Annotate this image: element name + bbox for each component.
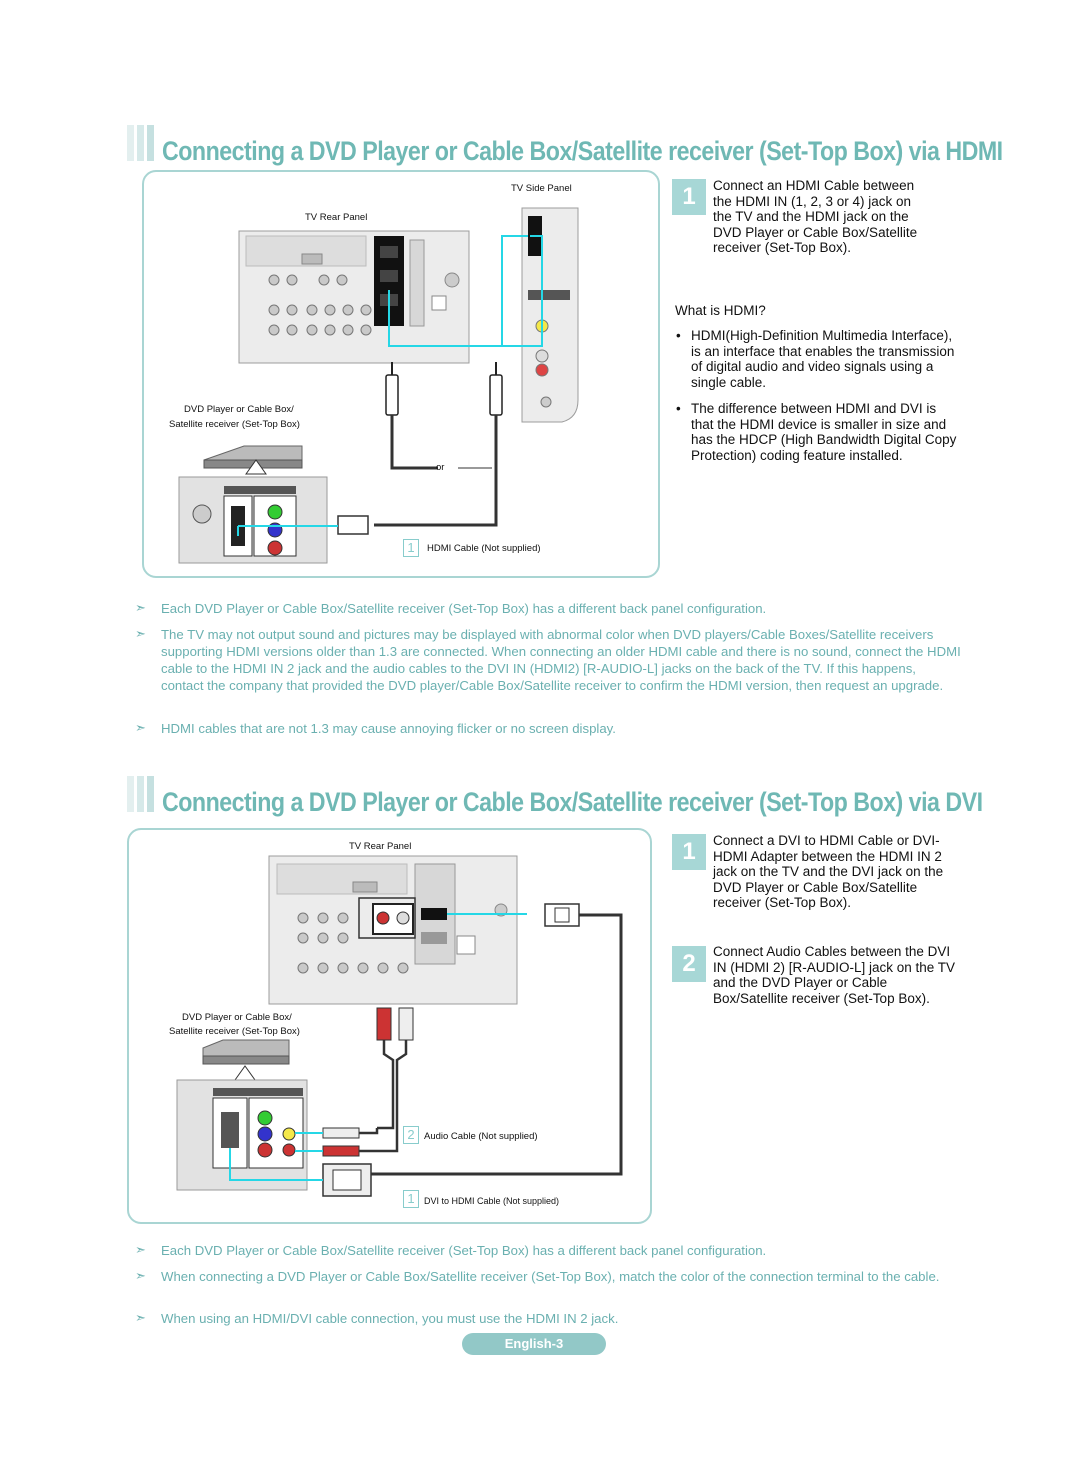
note-arrow-icon: ➣ [135, 600, 146, 615]
bullet-marker: • [676, 401, 681, 416]
title-decoration-bar [147, 125, 154, 161]
step-number: 2 [672, 946, 706, 982]
section-title-dvi: Connecting a DVD Player or Cable Box/Satellite receiver (Set-Top Box) via DVI [162, 787, 983, 817]
note-text: When connecting a DVD Player or Cable Box/Satellite receiver (Set-Top Box), match the color of the connection terminal to the cable. [161, 1269, 940, 1284]
note-arrow-icon: ➣ [135, 1268, 146, 1283]
tv-side-panel-label: TV Side Panel [511, 183, 572, 194]
page-number-badge: English-3 [462, 1333, 606, 1355]
title-decoration-bar [127, 125, 134, 161]
step-instruction: Connect an HDMI Cable between the HDMI IN (1, 2, 3 or 4) jack on the TV and the HDMI jack on the DVD Player or Cable Box/Satellite receiver (Set-Top Box). [713, 178, 918, 256]
step-number: 1 [672, 834, 706, 870]
hdmi-plug-icon [545, 904, 579, 926]
title-decoration-bar [137, 125, 144, 161]
hdmi-connection-diagram [142, 170, 658, 576]
dvi-plug-icon [323, 1164, 371, 1196]
note-arrow-icon: ➣ [135, 1242, 146, 1257]
step-instruction: Connect a DVI to HDMI Cable or DVI-HDMI Adapter between the HDMI IN 2 jack on the TV and the DVI jack on the DVD Player or Cable Box/Satellite receiver (Set-Top Box). [713, 833, 944, 911]
dvi-hdmi-cable-label: DVI to HDMI Cable (Not supplied) [424, 1196, 560, 1206]
tv-rear-panel-label: TV Rear Panel [349, 841, 412, 852]
cable-number-badge: 1 [403, 1190, 419, 1208]
note-arrow-icon: ➣ [135, 720, 146, 735]
rca-plug-icon [323, 1128, 359, 1156]
dvi-connection-diagram [127, 828, 650, 1222]
title-decoration-bar [147, 776, 154, 812]
note-text: Each DVD Player or Cable Box/Satellite receiver (Set-Top Box) has a different back panel configuration. [161, 601, 767, 616]
tv-side-panel-icon [522, 208, 578, 422]
bullet-marker: • [676, 328, 681, 343]
note-arrow-icon: ➣ [135, 626, 146, 641]
tv-rear-panel-icon [269, 856, 517, 1004]
tv-rear-panel-icon [239, 231, 469, 363]
hdmi-vs-dvi-text: The difference between HDMI and DVI is that the HDMI device is smaller in size and has the HDCP (High Bandwidth Digital Copy Protection) coding feature installed. [691, 401, 957, 463]
title-decoration-bar [127, 776, 134, 812]
section-title-hdmi: Connecting a DVD Player or Cable Box/Satellite receiver (Set-Top Box) via HDMI [162, 136, 1003, 166]
or-label: or [436, 462, 445, 473]
cable-number-badge: 1 [403, 539, 419, 557]
hdmi-plug-icon [386, 375, 502, 415]
step-number: 1 [672, 179, 706, 215]
dvd-player-icon [204, 446, 302, 474]
note-text: Each DVD Player or Cable Box/Satellite receiver (Set-Top Box) has a different back panel configuration. [161, 1243, 767, 1258]
tv-rear-panel-label: TV Rear Panel [305, 212, 368, 223]
hdmi-definition-text: HDMI(High-Definition Multimedia Interface), is an interface that enables the transmission of digital audio and video signals using a single cable. [691, 328, 955, 390]
dvd-player-icon [203, 1040, 289, 1080]
note-arrow-icon: ➣ [135, 1310, 146, 1325]
note-text: When using an HDMI/DVI cable connection, you must use the HDMI IN 2 jack. [161, 1311, 619, 1326]
dvd-player-label: Satellite receiver (Set-Top Box) [169, 419, 300, 430]
audio-cable-label: Audio Cable (Not supplied) [424, 1131, 538, 1142]
note-text: The TV may not output sound and pictures may be displayed with abnormal color when DVD players/Cable Boxes/Satellite receivers supporting HDMI versions older than 1.3 are connected. When connecting an older HDMI cable and there is no sound, connect the HDMI cable to the HDMI IN 2 jack and the audio cables to the DVI IN (HDMI2) [R-AUDIO-L] jacks on the back of the TV. If this happens, contact the company that provided the DVD player/Cable Box/Satellite receiver to confirm the HDMI version, then request an upgrade. [161, 627, 961, 693]
what-is-hdmi-heading: What is HDMI? [675, 303, 766, 318]
hdmi-cable-label: HDMI Cable (Not supplied) [427, 543, 541, 554]
rca-plug-icon [377, 1008, 413, 1040]
step-instruction: Connect Audio Cables between the DVI IN (HDMI 2) [R-AUDIO-L] jack on the TV and the DVD Player or Cable Box/Satellite receiver (Set-Top Box). [713, 944, 956, 1006]
title-decoration-bar [137, 776, 144, 812]
cable-number-badge: 2 [403, 1126, 419, 1144]
dvd-player-label: DVD Player or Cable Box/ [184, 404, 294, 415]
note-text: HDMI cables that are not 1.3 may cause annoying flicker or no screen display. [161, 721, 616, 736]
dvd-player-label: DVD Player or Cable Box/ [182, 1012, 292, 1023]
dvd-player-label: Satellite receiver (Set-Top Box) [169, 1026, 300, 1037]
